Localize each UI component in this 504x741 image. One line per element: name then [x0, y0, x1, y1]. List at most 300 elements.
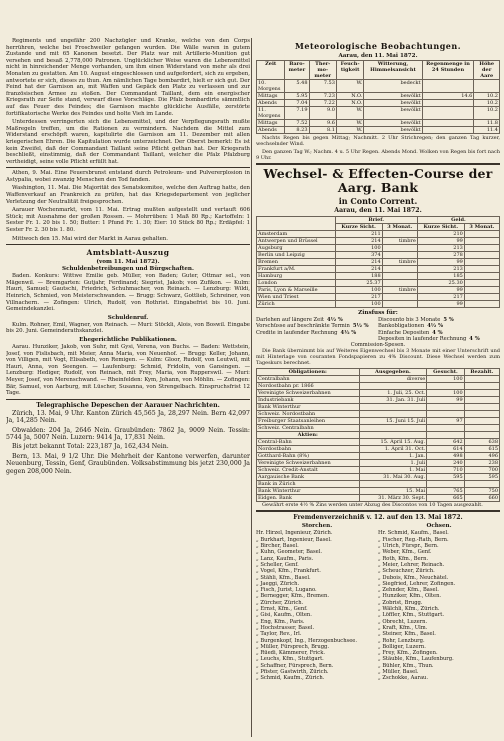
table-cell: timbre [382, 287, 417, 294]
guest-entry: „ Rohr, Lenzburg. [378, 637, 425, 644]
table-cell [464, 481, 499, 488]
table-cell: 99 [417, 238, 464, 245]
table-cell [427, 411, 464, 418]
table-cell [359, 411, 427, 418]
table-cell: Aargauische Bank [257, 474, 360, 481]
zins-block [256, 317, 500, 342]
table-row [257, 259, 500, 266]
table-row [257, 287, 500, 294]
table-row [257, 245, 500, 252]
table-cell: 7.53 [309, 80, 336, 93]
guest-entry: „ Obrecht, Luzern. [378, 618, 428, 625]
meteo-date: Aarau, den 11. Mai 1872. [338, 53, 418, 59]
table-cell: 31. Jan. 31. Juli [359, 397, 427, 404]
table-cell: 642 [427, 439, 464, 446]
exchange-brief-header: Brief. [335, 217, 417, 224]
column-rule [251, 38, 252, 737]
table-cell: 214 [335, 259, 382, 266]
guest-entry: „ Scheller, Genf. [256, 561, 299, 568]
table-cell: 1. April 31. Oct. [359, 446, 427, 453]
table-cell: 374 [335, 252, 382, 259]
table-cell: W. [336, 80, 363, 93]
table-cell: 211 [335, 231, 382, 238]
table-cell: 10.2 [474, 100, 500, 107]
zins-rate: 5 % [443, 317, 454, 323]
table-cell: W. [336, 120, 363, 127]
table-cell [382, 245, 417, 252]
table-cell [427, 481, 464, 488]
guest-entry: „ Frey, Kfm., Zofingen. [378, 650, 438, 657]
table-cell: 7.52 [285, 120, 309, 127]
table-cell: 97 [427, 418, 464, 425]
telegraph-zurich: Zürich, 13. Mai, 9 Uhr. Kanton Zürich 45,565 Ja, 28,297 Nein. Bern 42,097 Ja, 14,285 Nein. [6, 409, 250, 425]
table-cell: 238 [464, 460, 499, 467]
guest-entry: „ Gisi, Kaufm., Olten. [256, 612, 312, 619]
table-row [257, 481, 500, 488]
table-cell [427, 383, 464, 390]
guest-entry: „ Pfister, Gastwirth, Zürich. [256, 669, 329, 676]
meteo-note-1: Nachts Regen bis gegen Mittag; Nachmitt. 2 Uhr Strichregen; den ganzen Tag kurzer, wechselnder Wind. [256, 135, 500, 147]
table-row [257, 453, 500, 460]
meteo-note-2: Den ganzen Tag W.; Nachm. 4 u. 5 Uhr Regen. Abends Mond. Wolken von Regen bis fort nach 9 Uhr. [256, 149, 500, 161]
table-cell: Industriebank [257, 397, 360, 404]
table-cell: 11. Morgens [257, 107, 285, 120]
table-cell: 240 [427, 460, 464, 467]
table-cell: 25.37 [335, 280, 382, 287]
zins-left [256, 317, 378, 342]
table-cell [464, 238, 499, 245]
exchange-subheader: Kurze Sicht. [335, 224, 382, 231]
table-row [257, 80, 500, 93]
zins-rate: 4½ % [427, 323, 443, 330]
schuldenruf-title: Schuldenruf. [107, 314, 149, 321]
guest-entry: „ Burkhart, Ingenieur, Basel. [256, 536, 332, 543]
meteo-table [256, 60, 500, 134]
table-row [257, 100, 500, 107]
guest-entry: „ Schaffner, Fürsprech, Bern. [256, 662, 334, 669]
guest-entry: „ Fischer, Reg.-Rath, Bern. [378, 536, 449, 543]
meteo-title: Meteorologische Beobachtungen. [295, 41, 461, 51]
zins-item [256, 330, 378, 336]
table-cell: 99 [417, 287, 464, 294]
zins-label: Credite in laufender Rechnung [256, 329, 338, 336]
zins-label: Bankobligationen [378, 323, 425, 330]
table-cell: Nordostbahn [257, 446, 360, 453]
table-cell: 638 [464, 439, 499, 446]
aktien-note: Gewährt erste 4½ % Zins werden unter Abzug des Discontos von 10 Tagen ausgezahlt. [262, 502, 483, 509]
table-cell: 710 [427, 467, 464, 474]
table-cell: 100 [427, 390, 464, 397]
table-cell [464, 418, 499, 425]
table-cell: 5.95 [285, 93, 309, 100]
table-row [257, 404, 500, 411]
aktien-rows [257, 439, 500, 502]
table-cell: 185 [417, 273, 464, 280]
guest-entry: „ Ernst, Kfm., Genf. [256, 606, 308, 613]
schuldenruf-text: Kulm. Rohner, Emil, Wagner, von Reinach. — Muri: Stöckli, Alois, von Boswil. Eingabe bis 20. Juni. Gemeinderathskanzlei. [6, 321, 250, 335]
table-cell: 31. März 30. Sept. [359, 495, 427, 502]
table-cell: 213 [417, 266, 464, 273]
meteo-header: Witterung, Himmelsansicht [364, 61, 422, 80]
divider [6, 399, 250, 400]
table-cell [359, 404, 427, 411]
telegraph-cantons: Obwalden: 204 Ja, 2646 Nein. Graubünden: 7862 Ja, 9009 Nein. Tessin: 5744 Ja, 5007 Nein. Luzern: 9414 Ja, 17,831 Nein. [6, 426, 250, 441]
guest-entry: „ Vogel, Kfm., Frankfurt. [256, 568, 321, 575]
telegraph-bern: Bern, 13. Mai, 9 1/2 Uhr. Die Mehrheit der Kantone verwerfen, darunter Neuenburg, Tessin, Genf, Graubünden. Volksabstimmung bis jetzt 230,000 Ja gegen 208,000 Nein. [6, 452, 250, 475]
table-cell: Freiburger Staatsanleihen [257, 418, 360, 425]
table-cell: Bremen [257, 259, 336, 266]
amtsblatt-title: Amtsblatt-Auszug [86, 248, 170, 258]
table-cell: bewölkt [364, 93, 422, 100]
table-cell: 614 [427, 446, 464, 453]
table-cell [422, 120, 474, 127]
table-cell: 99 [417, 301, 464, 308]
table-cell: W. [336, 127, 363, 134]
fremden-title: Fremdenverzeichniß v. 12. auf den 13. Mai 1872. [293, 514, 463, 522]
oblig-header: Gesucht. [427, 369, 464, 376]
table-cell [464, 404, 499, 411]
table-cell: 25.30 [417, 280, 464, 287]
fremden-lists [256, 522, 500, 681]
table-cell: 15. Juni 15. Juli [359, 418, 427, 425]
table-cell: N.O. [336, 100, 363, 107]
meteo-header: Regenmenge in 24 Stunden [422, 61, 474, 80]
table-cell: 100 [335, 245, 382, 252]
guest-entry: „ Ulrich, Fürspr., Bern. [378, 543, 439, 550]
guest-entry: „ Dubois, Kfm., Neuchâtel. [378, 574, 449, 581]
table-row [257, 273, 500, 280]
table-cell: Central-Bahn [257, 439, 360, 446]
table-cell: bewölkt [364, 107, 422, 120]
zins-label: Vorschüsse auf beschränkte Termin [256, 323, 350, 330]
table-cell: 7.22 [309, 100, 336, 107]
hotel-storchen: Storchen. [301, 523, 333, 530]
zins-rate: 4 % [432, 329, 443, 336]
table-cell [382, 294, 417, 301]
table-cell [464, 294, 499, 301]
table-cell: 595 [427, 474, 464, 481]
table-row [257, 495, 500, 502]
table-cell [464, 252, 499, 259]
guest-list-left [256, 530, 378, 681]
table-row [257, 474, 500, 481]
guest-entry: Hr. Schmid, Kaufm., Basel. [378, 530, 449, 537]
table-cell [382, 273, 417, 280]
table-row [257, 107, 500, 120]
table-row [257, 439, 500, 446]
table-cell: Centralbahn [257, 376, 360, 383]
table-cell: 10.2 [474, 93, 500, 100]
zins-rate: 4½ % [340, 329, 357, 336]
table-cell [427, 425, 464, 432]
table-cell [359, 383, 427, 390]
bourse-title: Wechsel- & Effecten-Course der Aarg. Bank [263, 166, 493, 195]
table-cell [474, 80, 500, 93]
table-row [257, 411, 500, 418]
guest-entry: „ Leuchs, Kfm., Stuttgart. [256, 656, 324, 663]
guest-entry: „ Bühler, Kfm., Thun. [378, 662, 434, 669]
table-cell: 7.04 [285, 100, 309, 107]
table-cell: 750 [464, 488, 499, 495]
ehe-title: Ehegerichtliche Publikationen. [79, 336, 177, 343]
table-cell: W. [336, 107, 363, 120]
table-cell [464, 273, 499, 280]
table-cell [359, 481, 427, 488]
table-row [257, 301, 500, 308]
table-row [257, 93, 500, 100]
table-cell: 1. Jan. [359, 453, 427, 460]
fremden-right [378, 522, 500, 681]
table-cell: Zürich [257, 301, 336, 308]
guest-entry: „ Fisch, Jurist, Lugano. [256, 587, 317, 594]
meteo-header: Höhe der Aare [474, 61, 500, 80]
table-cell: timbre [382, 238, 417, 245]
bank-note: Die Bank übernimmt bis auf Weiteres Eigenwechsel bis 3 Monate mit einer Unterschrift und mit Hinterlage von couranten Fondspapieren zu 4% Discount. Diese Wechsel werden zum Tageskurs berechnet. [256, 348, 500, 367]
table-cell: Abends [257, 127, 285, 134]
hotel-ochsen: Ochsen. [426, 523, 452, 530]
guest-entry: „ Taylor, Rev., Irl. [256, 631, 302, 638]
table-cell: diverse [359, 376, 427, 383]
fremden-left [256, 522, 378, 681]
meteo-header: Zeit [257, 61, 285, 80]
guest-entry: „ Scheuchzer, Zürich. [378, 568, 435, 575]
guest-entry: „ Hochstrasser, Basel. [256, 624, 315, 631]
table-cell: 765 [427, 488, 464, 495]
guest-entry: „ Eng, Kfm., Paris. [256, 618, 305, 625]
table-cell: bewölkt [364, 120, 422, 127]
table-cell: Bank in Zürich [257, 481, 360, 488]
table-row [257, 294, 500, 301]
table-cell: 595 [464, 474, 499, 481]
telegraph-total: Bis jetzt bekannt Total: 223,187 Ja, 162,434 Nein. [12, 443, 169, 451]
table-cell: Wien und Triest [257, 294, 336, 301]
ehe-text: Aarau. Hunziker, Jakob, von Suhr, mit Gysi, Verena, von Buchs. — Baden: Wettstein, Josef, von Fislisbach, mit Meier, Anna Maria, von Neuenhof. — Brugg: Keller, Johann, von Villigen, mit Vogt, Elisabeth, von Remigen. — Kulm: Gloor, Rudolf, von Leutwil, mit Hauri, Anna, von Seengen. — Laufenburg: Schmid, Fridolin, von Gansingen. — Lenzburg: Hediger, Rudolf, von Reinach, mit Frey, Maria, von Rupperswil. — Muri: Meyer, Josef, von Merenschwand. — Rheinfelden: Kym, Johann, von Möhlin. — Zofingen: Bär, Samuel, von Aarburg, mit Lüscher, Susanna, von Strengelbach. Einspruchsfrist 12 Tage. [6, 343, 250, 397]
table-cell: 100 [335, 287, 382, 294]
table-cell: 100 [335, 301, 382, 308]
table-cell: 496 [464, 453, 499, 460]
table-cell [382, 301, 417, 308]
guest-entry: „ Bernegger, Kfm., Bremen. [256, 593, 330, 600]
table-cell [422, 107, 474, 120]
aktien-header [427, 432, 464, 439]
table-row [257, 446, 500, 453]
article-pfalzburg-1: Regiments und ungefähr 200 Nachzügler und Kranke, welche von den Corps herrühren, welche bei Froschweiler gefangen wurden. Die Wälle waren in gutem Zustande und mit 65 Kanonen besetzt. Der Platz war mit Artillerie-Munition gut versehen und besaß 2,778,000 Patronen. Unglücklicher Weise waren die Lebensmittel nicht in hinreichender Menge vorhanden, um ihm einen Widerstand von mehr als drei Monaten zu gestatten. Am 10. August eingeschlossen und aufgefordert, sich zu ergeben, antwortete er sich, dieses zu thun. Am nämlichen Tage bombardirt, hielt er sich gut. Der Feind hat der Garnison an, mit Waffen und Gepäck den Platz zu verlassen und zur französischen Armee zu stoßen. Der Commandant Taillant, dem ein energischer Kriegsrath zur Seite stand, verwarf diese Vorschläge. Die Pfalz bombardirte sämmtlich auf das Feuer des Feindes; die Garnison machte glückliche Ausfälle, zerstörte fortifikatorische Werke des Feindes und holte Vieh im Lande. [6, 38, 250, 117]
table-cell [464, 245, 499, 252]
table-cell: Schweiz. Credit-Anstalt [257, 467, 360, 474]
table-cell: Antwerpen und Brüssel [257, 238, 336, 245]
guest-entry: „ Siegfried, Lehrer, Zofingen. [378, 580, 456, 587]
table-cell: 217 [417, 294, 464, 301]
meteo-rows [257, 80, 500, 134]
table-cell [382, 252, 417, 259]
table-row [257, 238, 500, 245]
table-cell: bewölkt [364, 127, 422, 134]
guest-list-right [378, 530, 500, 681]
guest-entry: „ Schmid, Kaufm., Zürich. [256, 675, 325, 682]
bourse-date: Aarau, den 11. Mai 1872. [334, 207, 422, 214]
guest-entry: „ Zehnder, Kfm., Basel. [378, 587, 439, 594]
table-cell: 11.8 [474, 120, 500, 127]
table-cell: Vereinigte Schweizerbahnen [257, 390, 360, 397]
zins-label: Einfache Depositen [378, 329, 430, 336]
guest-entry: „ Zschokke, Aarau. [378, 675, 429, 682]
table-cell: 7.19 [285, 107, 309, 120]
table-cell: Mittags [257, 120, 285, 127]
table-cell: 11.4 [474, 127, 500, 134]
exchange-geld-header: Geld. [417, 217, 499, 224]
divider [6, 244, 250, 245]
table-cell: 665 [427, 495, 464, 502]
zins-label: Discounto bis 3 Monate [378, 317, 441, 323]
table-row [257, 390, 500, 397]
table-cell [464, 397, 499, 404]
table-cell [464, 301, 499, 308]
table-row [257, 376, 500, 383]
guest-entry: „ Zürcher, Zürich. [256, 599, 304, 606]
table-cell: bewölkt [364, 100, 422, 107]
table-cell [464, 266, 499, 273]
amtsblatt-date: (vom 11. Mai 1872). [96, 259, 160, 266]
table-cell: 615 [464, 446, 499, 453]
table-cell: 210 [417, 231, 464, 238]
table-cell: Bank Winterthur [257, 404, 360, 411]
table-cell: 1. Juli [359, 460, 427, 467]
table-row [257, 467, 500, 474]
guest-entry: „ Meier, Lehrer, Reinach. [378, 561, 445, 568]
table-cell: 15. April 15. Aug. [359, 439, 427, 446]
table-cell: 5.48 [285, 80, 309, 93]
table-row [257, 418, 500, 425]
guest-entry: „ Roth, Kfm., Bern. [378, 555, 429, 562]
guest-entry: „ Stähli, Kfm., Basel. [256, 574, 311, 581]
table-cell: 1. Juli, 25. Oct. [359, 390, 427, 397]
divider [256, 163, 500, 165]
table-cell [464, 231, 499, 238]
table-cell [422, 80, 474, 93]
zins-rate: 4 % [469, 335, 480, 342]
table-row [257, 280, 500, 287]
table-cell: 214 [335, 238, 382, 245]
zins-note: Commission-Spesen. [350, 342, 406, 349]
zins-rate: 4½ % [326, 317, 343, 323]
table-cell: Paris, Lyon & Marseille [257, 287, 336, 294]
table-row [257, 488, 500, 495]
guest-entry: „ Hunziker, Kfm., Olten. [378, 593, 442, 600]
table-cell: 10.2 [474, 107, 500, 120]
table-cell: 99 [427, 397, 464, 404]
table-cell: 7.23 [309, 93, 336, 100]
guest-entry: Hr. Hirzel, Ingenieur, Zürich. [256, 530, 333, 537]
table-cell: 8.23 [285, 127, 309, 134]
table-cell: bedeckt [364, 80, 422, 93]
guest-entry: „ Bircher, Basel. [256, 543, 299, 550]
zins-rate: 5½ % [352, 323, 369, 330]
table-cell: Vereinigte Schweizerbahnen [257, 460, 360, 467]
table-row [257, 397, 500, 404]
table-cell [382, 231, 417, 238]
table-cell: 9.0 [309, 107, 336, 120]
table-cell: 498 [427, 453, 464, 460]
table-cell [382, 266, 417, 273]
left-column [6, 38, 250, 737]
divider [6, 167, 250, 168]
table-cell: Hamburg [257, 273, 336, 280]
table-cell [464, 390, 499, 397]
market-report: Aarauer Wochenmarkt, vom 11. Mai. Ertrag mußten aufgestellt und vertauft 606 Stück; mit Ausnahme der großen Rossen. — Mohrrüben: 1 Maß 80 Rp.; Kartoffeln: 1 Sester Fr. 1. 20 bis 1. 50; Butter: 1 Pfund Fr. 1. 30; Eier: 10 Stück 80 Rp.; Erdäpfel: 1 Sester Fr. 2. 30 bis 1. 80. [6, 207, 250, 234]
table-row [257, 127, 500, 134]
guest-entry: „ Müller, Fürsprech, Brugg. [256, 643, 330, 650]
table-cell [359, 425, 427, 432]
aktien-header [359, 432, 427, 439]
table-cell [464, 280, 499, 287]
exchange-place-header [257, 217, 336, 231]
table-cell [464, 259, 499, 266]
table-cell: 188 [335, 273, 382, 280]
guest-entry: „ Wälchli, Kfm., Zürich. [378, 606, 440, 613]
table-cell: London [257, 280, 336, 287]
table-cell: N.O. [336, 93, 363, 100]
table-cell: 10. Morgens [257, 80, 285, 93]
table-cell: 8.1 [309, 127, 336, 134]
table-cell: Berlin und Leipzig [257, 252, 336, 259]
news-athen: Athen, 9. Mai. Eine Feuersbrunst entstand durch Petroleum- und Pulvererplosion in Astypalia, wobei zwanzig Menschen den Tod fanden. [6, 170, 250, 183]
table-row [257, 425, 500, 432]
table-cell [427, 404, 464, 411]
guest-entry: „ Burgenkopf, Ing., Herzogenbuchsee. [256, 637, 357, 644]
exchange-subheader: 3 Monat. [464, 224, 499, 231]
table-cell: Gotthard-Bahn (8%) [257, 453, 360, 460]
meteo-header: Baro-meter [285, 61, 309, 80]
divider [256, 510, 500, 512]
table-cell: 15. Mai [359, 488, 427, 495]
table-cell: Augsburg [257, 245, 336, 252]
table-cell: 660 [464, 495, 499, 502]
exchange-subheader: Kurze Sicht. [417, 224, 464, 231]
table-cell: Mittags [257, 93, 285, 100]
guest-entry: „ Stäuble, Kfm., Laufenburg. [378, 656, 454, 663]
guest-entry: „ Kraft, Kfm., Ulm. [378, 624, 428, 631]
telegraph-title: Telegraphische Depeschen der Aarauer Nachrichten. [36, 401, 220, 409]
guest-entry: „ Zobrist, Brugg. [378, 599, 423, 606]
table-cell [464, 376, 499, 383]
table-cell: Bank Winterthur [257, 488, 360, 495]
table-row [257, 460, 500, 467]
schulden-text: Baden. Konkurs: Wittwe Emilie geb. Müller, von Baden; Guter, Ottmar sel., von Mägenwil. — Bremgarten: Gutjahr, Ferdinand; Siegrist, Jakob; von Zufikon. — Kulm: Hauri, Samuel; Gautschi, Friedrich, Schuhmacher, von Reinach. — Lenzburg: Wildi, Heinrich, Schmied, von Meisterschwanden. — Brugg: Schwarz, Gottlieb, Schreiner, von Villnachern. — Zofingen: Ulrich, Rudolf, von Rothrist. Eingabefrist bis 10. Juni. Gemeindekanzlei. [6, 273, 250, 313]
table-cell [422, 127, 474, 134]
zins-label: Darlehen auf längere Zeit [256, 317, 324, 323]
zins-label: Depositen in laufender Rechnung [378, 335, 467, 342]
table-row [257, 231, 500, 238]
guest-entry: „ Lanz, Kaufm., Paris. [256, 555, 314, 562]
exchange-rows [257, 231, 500, 308]
table-row [257, 383, 500, 390]
oblig-header: Ausgegeben. [359, 369, 427, 376]
table-cell [422, 100, 474, 107]
oblig-header: Obligationen: [257, 369, 360, 376]
table-cell [464, 425, 499, 432]
table-cell: Abends [257, 100, 285, 107]
meteo-header: Feuch-tigkeit [336, 61, 363, 80]
guest-entry: „ Rüedi, Kämmerer, Frick. [256, 650, 325, 657]
table-cell: Frankfurt a/M. [257, 266, 336, 273]
news-washington: Washington, 11. Mai. Die Majorität des Senatskomitee, welche den Auftrag hatte, den Waffenverkauf an Frankreich zu prüfen, hat das Kriegsdepartement von jeglicher Verletzung der Neutralität freigesprochen. [6, 185, 250, 205]
table-cell: Nordostbahn pr. 1866 [257, 383, 360, 390]
table-cell [382, 280, 417, 287]
table-cell: Amsterdam [257, 231, 336, 238]
table-cell: 9.6 [309, 120, 336, 127]
schulden-title: Schuldenbetreibungen und Bürgschaften. [62, 266, 194, 273]
obligationen-table [256, 368, 500, 502]
